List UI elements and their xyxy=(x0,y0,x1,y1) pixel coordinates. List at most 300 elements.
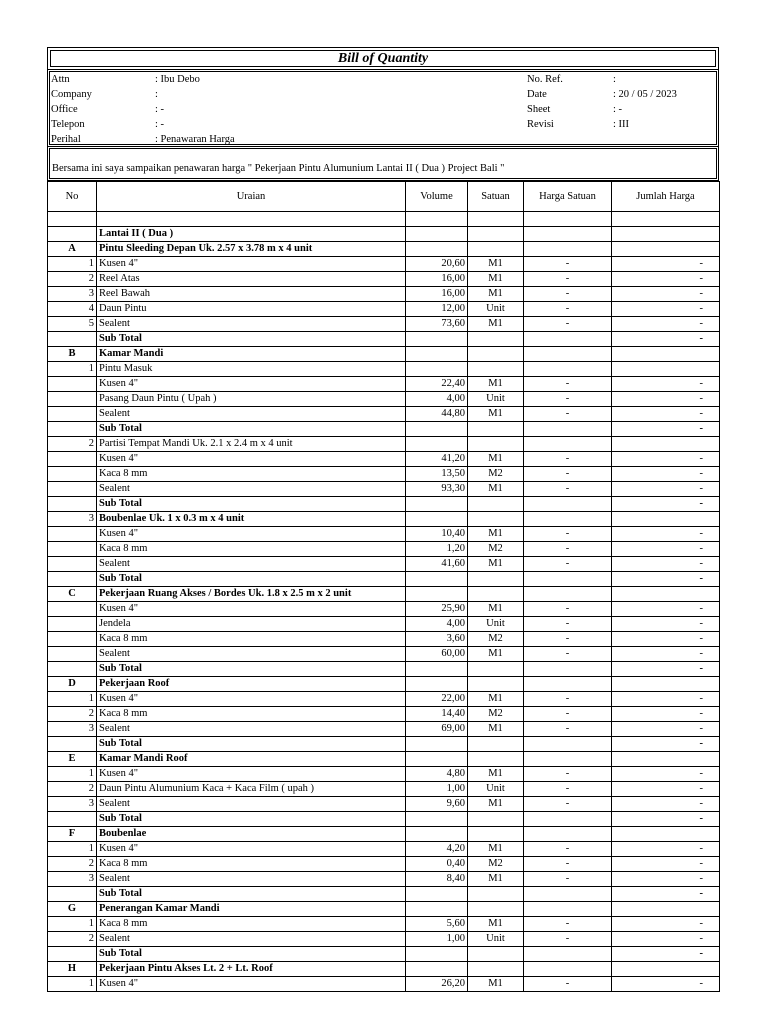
table-row xyxy=(48,977,720,992)
cell-satuan: M1 xyxy=(468,482,524,497)
cell-harga-satuan xyxy=(524,752,612,767)
cell-satuan: M2 xyxy=(468,857,524,872)
cell-no xyxy=(48,812,97,827)
cell-harga-satuan: - xyxy=(524,617,612,632)
cell-volume xyxy=(406,752,468,767)
cell-jumlah-harga xyxy=(612,437,720,452)
cell-uraian: Sub Total xyxy=(97,662,406,677)
cell-volume xyxy=(406,497,468,512)
col-header-no: No xyxy=(48,182,97,212)
cell-jumlah-harga: - xyxy=(612,617,720,632)
cell-no xyxy=(48,542,97,557)
cell-harga-satuan: - xyxy=(524,542,612,557)
cell-jumlah-harga xyxy=(612,227,720,242)
table-row xyxy=(48,362,720,377)
cell-no: 4 xyxy=(48,302,97,317)
cell-uraian: Pintu Masuk xyxy=(97,362,406,377)
table-row xyxy=(48,617,720,632)
cell-uraian xyxy=(97,212,406,227)
table-row xyxy=(48,587,720,602)
cell-volume xyxy=(406,887,468,902)
table-row xyxy=(48,227,720,242)
cell-harga-satuan: - xyxy=(524,692,612,707)
cell-uraian: Boubenlae Uk. 1 x 0.3 m x 4 unit xyxy=(97,512,406,527)
cell-satuan: M2 xyxy=(468,467,524,482)
cell-harga-satuan xyxy=(524,902,612,917)
header-value: : - xyxy=(155,104,165,115)
cell-harga-satuan: - xyxy=(524,782,612,797)
cell-uraian: Sealent xyxy=(97,797,406,812)
cell-satuan: Unit xyxy=(468,782,524,797)
cell-harga-satuan xyxy=(524,497,612,512)
cell-uraian: Sub Total xyxy=(97,572,406,587)
cell-volume: 1,00 xyxy=(406,932,468,947)
col-header-volume: Volume xyxy=(406,182,468,212)
cell-harga-satuan xyxy=(524,737,612,752)
cell-volume xyxy=(406,362,468,377)
cell-jumlah-harga: - xyxy=(612,692,720,707)
cell-jumlah-harga: - xyxy=(612,977,720,992)
cell-satuan: M1 xyxy=(468,287,524,302)
header-row-right xyxy=(50,102,716,117)
table-row xyxy=(48,602,720,617)
cell-satuan: M1 xyxy=(468,692,524,707)
cell-uraian: Sub Total xyxy=(97,947,406,962)
cell-uraian: Sub Total xyxy=(97,332,406,347)
cell-jumlah-harga xyxy=(612,752,720,767)
cell-no xyxy=(48,617,97,632)
cell-satuan xyxy=(468,677,524,692)
cell-satuan: Unit xyxy=(468,617,524,632)
cell-satuan: M1 xyxy=(468,317,524,332)
table-row xyxy=(48,332,720,347)
cell-harga-satuan: - xyxy=(524,707,612,722)
cell-volume: 20,60 xyxy=(406,257,468,272)
cell-harga-satuan: - xyxy=(524,392,612,407)
cell-uraian: Daun Pintu xyxy=(97,302,406,317)
cell-jumlah-harga: - xyxy=(612,782,720,797)
cell-satuan xyxy=(468,962,524,977)
cell-no: G xyxy=(48,902,97,917)
table-row xyxy=(48,377,720,392)
cell-uraian: Pekerjaan Roof xyxy=(97,677,406,692)
cell-volume: 16,00 xyxy=(406,272,468,287)
cell-no xyxy=(48,452,97,467)
intro-text: Bersama ini saya sampaikan penawaran harga " Pekerjaan Pintu Alumunium Lantai II ( Dua ) Project Bali " xyxy=(52,163,505,174)
cell-satuan: Unit xyxy=(468,932,524,947)
cell-satuan: M1 xyxy=(468,647,524,662)
cell-uraian: Jendela xyxy=(97,617,406,632)
table-row xyxy=(48,497,720,512)
cell-no: 2 xyxy=(48,437,97,452)
header-value: : III xyxy=(613,119,630,130)
cell-uraian: Pekerjaan Ruang Akses / Bordes Uk. 1.8 x 2.5 m x 2 unit xyxy=(97,587,406,602)
table-row xyxy=(48,542,720,557)
cell-harga-satuan: - xyxy=(524,872,612,887)
table-row xyxy=(48,797,720,812)
cell-harga-satuan: - xyxy=(524,527,612,542)
header-value: : - xyxy=(613,104,623,115)
table-row xyxy=(48,827,720,842)
cell-satuan: M1 xyxy=(468,722,524,737)
cell-volume xyxy=(406,332,468,347)
cell-no: H xyxy=(48,962,97,977)
table-row xyxy=(48,302,720,317)
cell-satuan xyxy=(468,512,524,527)
cell-no: 2 xyxy=(48,782,97,797)
cell-no: 2 xyxy=(48,272,97,287)
cell-harga-satuan xyxy=(524,347,612,362)
table-row xyxy=(48,842,720,857)
table-row xyxy=(48,782,720,797)
cell-no: 1 xyxy=(48,767,97,782)
cell-no: 1 xyxy=(48,977,97,992)
cell-harga-satuan xyxy=(524,662,612,677)
cell-uraian: Sub Total xyxy=(97,737,406,752)
cell-jumlah-harga: - xyxy=(612,857,720,872)
table-row xyxy=(48,707,720,722)
cell-satuan: M1 xyxy=(468,452,524,467)
cell-volume: 69,00 xyxy=(406,722,468,737)
boq-table xyxy=(47,181,720,992)
cell-no xyxy=(48,407,97,422)
cell-harga-satuan xyxy=(524,437,612,452)
cell-uraian: Kaca 8 mm xyxy=(97,707,406,722)
header-value: : Ibu Debo xyxy=(155,74,200,85)
cell-satuan: M1 xyxy=(468,377,524,392)
cell-uraian: Kusen 4" xyxy=(97,257,406,272)
cell-jumlah-harga xyxy=(612,962,720,977)
cell-no xyxy=(48,527,97,542)
table-row xyxy=(48,692,720,707)
table-row xyxy=(48,752,720,767)
col-header-jumlah-harga: Jumlah Harga xyxy=(612,182,720,212)
table-row xyxy=(48,917,720,932)
cell-volume xyxy=(406,212,468,227)
cell-harga-satuan: - xyxy=(524,302,612,317)
cell-jumlah-harga xyxy=(612,902,720,917)
header-label: No. Ref. xyxy=(527,74,563,85)
cell-uraian: Daun Pintu Alumunium Kaca + Kaca Film ( upah ) xyxy=(97,782,406,797)
cell-uraian: Sub Total xyxy=(97,422,406,437)
table-header-row xyxy=(48,182,720,212)
cell-satuan xyxy=(468,242,524,257)
table-row xyxy=(48,452,720,467)
cell-satuan: M1 xyxy=(468,917,524,932)
table-row xyxy=(48,737,720,752)
table-row xyxy=(48,887,720,902)
cell-harga-satuan xyxy=(524,827,612,842)
cell-harga-satuan: - xyxy=(524,722,612,737)
header-label: Office xyxy=(51,104,78,115)
header-value: : 20 / 05 / 2023 xyxy=(613,89,677,100)
cell-no: 1 xyxy=(48,917,97,932)
cell-uraian: Kamar Mandi xyxy=(97,347,406,362)
cell-volume: 0,40 xyxy=(406,857,468,872)
cell-jumlah-harga: - xyxy=(612,287,720,302)
table-row xyxy=(48,272,720,287)
cell-no: 3 xyxy=(48,797,97,812)
table-row xyxy=(48,662,720,677)
cell-volume: 4,00 xyxy=(406,617,468,632)
header-label: Telepon xyxy=(51,119,85,130)
table-row xyxy=(48,392,720,407)
cell-no: 3 xyxy=(48,287,97,302)
cell-volume: 13,50 xyxy=(406,467,468,482)
table-row xyxy=(48,212,720,227)
cell-jumlah-harga xyxy=(612,347,720,362)
cell-volume: 5,60 xyxy=(406,917,468,932)
cell-jumlah-harga: - xyxy=(612,722,720,737)
cell-satuan: Unit xyxy=(468,392,524,407)
cell-volume: 9,60 xyxy=(406,797,468,812)
cell-harga-satuan xyxy=(524,332,612,347)
cell-no xyxy=(48,572,97,587)
table-row xyxy=(48,632,720,647)
cell-uraian: Sealent xyxy=(97,407,406,422)
cell-no: 1 xyxy=(48,362,97,377)
table-row xyxy=(48,437,720,452)
cell-volume xyxy=(406,947,468,962)
cell-uraian: Kaca 8 mm xyxy=(97,467,406,482)
cell-no: 1 xyxy=(48,257,97,272)
cell-jumlah-harga xyxy=(612,677,720,692)
cell-no xyxy=(48,212,97,227)
header-row-right xyxy=(50,72,716,87)
cell-harga-satuan: - xyxy=(524,272,612,287)
cell-uraian: Sealent xyxy=(97,482,406,497)
table-row xyxy=(48,527,720,542)
cell-satuan xyxy=(468,752,524,767)
cell-volume: 4,80 xyxy=(406,767,468,782)
cell-harga-satuan xyxy=(524,812,612,827)
cell-satuan xyxy=(468,662,524,677)
cell-jumlah-harga: - xyxy=(612,422,720,437)
col-header-uraian: Uraian xyxy=(97,182,406,212)
cell-harga-satuan: - xyxy=(524,602,612,617)
cell-jumlah-harga: - xyxy=(612,407,720,422)
header-row-right xyxy=(50,87,716,102)
cell-uraian: Kaca 8 mm xyxy=(97,542,406,557)
cell-uraian: Reel Bawah xyxy=(97,287,406,302)
cell-jumlah-harga: - xyxy=(612,812,720,827)
cell-harga-satuan xyxy=(524,362,612,377)
cell-satuan: M1 xyxy=(468,767,524,782)
cell-satuan xyxy=(468,422,524,437)
cell-harga-satuan xyxy=(524,512,612,527)
cell-volume xyxy=(406,512,468,527)
cell-harga-satuan: - xyxy=(524,647,612,662)
table-row xyxy=(48,947,720,962)
table-row xyxy=(48,677,720,692)
cell-harga-satuan: - xyxy=(524,857,612,872)
cell-no xyxy=(48,557,97,572)
cell-uraian: Kusen 4" xyxy=(97,692,406,707)
cell-no xyxy=(48,632,97,647)
cell-harga-satuan xyxy=(524,242,612,257)
cell-uraian: Sealent xyxy=(97,872,406,887)
cell-jumlah-harga xyxy=(612,827,720,842)
cell-no: A xyxy=(48,242,97,257)
intro-box xyxy=(47,147,719,181)
cell-satuan xyxy=(468,212,524,227)
cell-uraian: Penerangan Kamar Mandi xyxy=(97,902,406,917)
cell-volume xyxy=(406,227,468,242)
cell-jumlah-harga: - xyxy=(612,452,720,467)
cell-no xyxy=(48,392,97,407)
cell-harga-satuan: - xyxy=(524,407,612,422)
cell-no: 3 xyxy=(48,722,97,737)
cell-jumlah-harga xyxy=(612,362,720,377)
cell-uraian: Reel Atas xyxy=(97,272,406,287)
cell-volume: 25,90 xyxy=(406,602,468,617)
cell-volume xyxy=(406,587,468,602)
cell-harga-satuan xyxy=(524,227,612,242)
col-header-satuan: Satuan xyxy=(468,182,524,212)
cell-uraian: Kaca 8 mm xyxy=(97,917,406,932)
cell-satuan: M2 xyxy=(468,632,524,647)
cell-no xyxy=(48,482,97,497)
cell-uraian: Pasang Daun Pintu ( Upah ) xyxy=(97,392,406,407)
cell-jumlah-harga: - xyxy=(612,257,720,272)
cell-satuan xyxy=(468,812,524,827)
header-value: : - xyxy=(155,119,165,130)
cell-volume: 22,00 xyxy=(406,692,468,707)
cell-harga-satuan: - xyxy=(524,257,612,272)
cell-no xyxy=(48,647,97,662)
cell-harga-satuan: - xyxy=(524,797,612,812)
cell-volume: 12,00 xyxy=(406,302,468,317)
cell-harga-satuan xyxy=(524,212,612,227)
table-row xyxy=(48,347,720,362)
cell-jumlah-harga: - xyxy=(612,647,720,662)
cell-volume: 10,40 xyxy=(406,527,468,542)
cell-harga-satuan xyxy=(524,677,612,692)
cell-no xyxy=(48,422,97,437)
cell-satuan xyxy=(468,587,524,602)
cell-satuan: Unit xyxy=(468,302,524,317)
cell-jumlah-harga xyxy=(612,242,720,257)
cell-jumlah-harga: - xyxy=(612,317,720,332)
cell-harga-satuan: - xyxy=(524,917,612,932)
cell-jumlah-harga: - xyxy=(612,572,720,587)
cell-uraian: Sealent xyxy=(97,557,406,572)
header-label: Date xyxy=(527,89,547,100)
cell-satuan: M1 xyxy=(468,797,524,812)
header-label: Perihal xyxy=(51,134,81,145)
cell-no: 1 xyxy=(48,692,97,707)
cell-no xyxy=(48,737,97,752)
cell-jumlah-harga: - xyxy=(612,707,720,722)
cell-jumlah-harga: - xyxy=(612,797,720,812)
cell-harga-satuan: - xyxy=(524,842,612,857)
cell-jumlah-harga: - xyxy=(612,632,720,647)
cell-harga-satuan: - xyxy=(524,557,612,572)
cell-uraian: Kaca 8 mm xyxy=(97,857,406,872)
cell-jumlah-harga: - xyxy=(612,527,720,542)
cell-satuan: M1 xyxy=(468,872,524,887)
cell-jumlah-harga: - xyxy=(612,557,720,572)
cell-volume: 3,60 xyxy=(406,632,468,647)
cell-uraian: Kusen 4" xyxy=(97,977,406,992)
cell-jumlah-harga: - xyxy=(612,737,720,752)
cell-volume xyxy=(406,962,468,977)
cell-no xyxy=(48,332,97,347)
bill-of-quantity-sheet xyxy=(47,47,719,992)
cell-harga-satuan: - xyxy=(524,632,612,647)
header-value: : xyxy=(155,89,158,100)
cell-satuan: M2 xyxy=(468,542,524,557)
cell-no: 2 xyxy=(48,857,97,872)
cell-no: 3 xyxy=(48,872,97,887)
cell-no: E xyxy=(48,752,97,767)
cell-volume: 60,00 xyxy=(406,647,468,662)
cell-jumlah-harga: - xyxy=(612,602,720,617)
cell-uraian: Partisi Tempat Mandi Uk. 2.1 x 2.4 m x 4 unit xyxy=(97,437,406,452)
cell-satuan: M1 xyxy=(468,527,524,542)
col-header-harga-satuan: Harga Satuan xyxy=(524,182,612,212)
cell-uraian: Kaca 8 mm xyxy=(97,632,406,647)
cell-uraian: Kusen 4" xyxy=(97,377,406,392)
cell-no xyxy=(48,497,97,512)
cell-harga-satuan xyxy=(524,572,612,587)
cell-uraian: Sub Total xyxy=(97,887,406,902)
table-row xyxy=(48,812,720,827)
cell-uraian: Kusen 4" xyxy=(97,452,406,467)
cell-volume: 8,40 xyxy=(406,872,468,887)
cell-jumlah-harga: - xyxy=(612,947,720,962)
cell-satuan: M1 xyxy=(468,407,524,422)
cell-satuan: M1 xyxy=(468,842,524,857)
cell-volume: 44,80 xyxy=(406,407,468,422)
header-row-right xyxy=(50,117,716,132)
cell-harga-satuan xyxy=(524,422,612,437)
cell-jumlah-harga: - xyxy=(612,917,720,932)
table-row xyxy=(48,767,720,782)
cell-satuan xyxy=(468,347,524,362)
header-value: : Penawaran Harga xyxy=(155,134,235,145)
cell-harga-satuan: - xyxy=(524,317,612,332)
cell-uraian: Sealent xyxy=(97,722,406,737)
cell-jumlah-harga: - xyxy=(612,272,720,287)
cell-volume: 22,40 xyxy=(406,377,468,392)
cell-volume xyxy=(406,242,468,257)
table-row xyxy=(48,422,720,437)
cell-uraian: Sub Total xyxy=(97,497,406,512)
header-label: Company xyxy=(51,89,92,100)
table-row xyxy=(48,407,720,422)
cell-volume xyxy=(406,812,468,827)
cell-jumlah-harga: - xyxy=(612,767,720,782)
cell-satuan xyxy=(468,947,524,962)
table-row xyxy=(48,932,720,947)
cell-no: 2 xyxy=(48,707,97,722)
cell-harga-satuan: - xyxy=(524,287,612,302)
cell-jumlah-harga: - xyxy=(612,542,720,557)
cell-volume: 4,00 xyxy=(406,392,468,407)
cell-uraian: Lantai II ( Dua ) xyxy=(97,227,406,242)
cell-jumlah-harga: - xyxy=(612,332,720,347)
table-row xyxy=(48,872,720,887)
cell-uraian: Boubenlae xyxy=(97,827,406,842)
header-value: : xyxy=(613,74,616,85)
cell-uraian: Sealent xyxy=(97,647,406,662)
header-info-inner xyxy=(49,71,717,145)
cell-uraian: Kusen 4" xyxy=(97,602,406,617)
cell-harga-satuan: - xyxy=(524,482,612,497)
cell-uraian: Kusen 4" xyxy=(97,527,406,542)
cell-volume xyxy=(406,662,468,677)
